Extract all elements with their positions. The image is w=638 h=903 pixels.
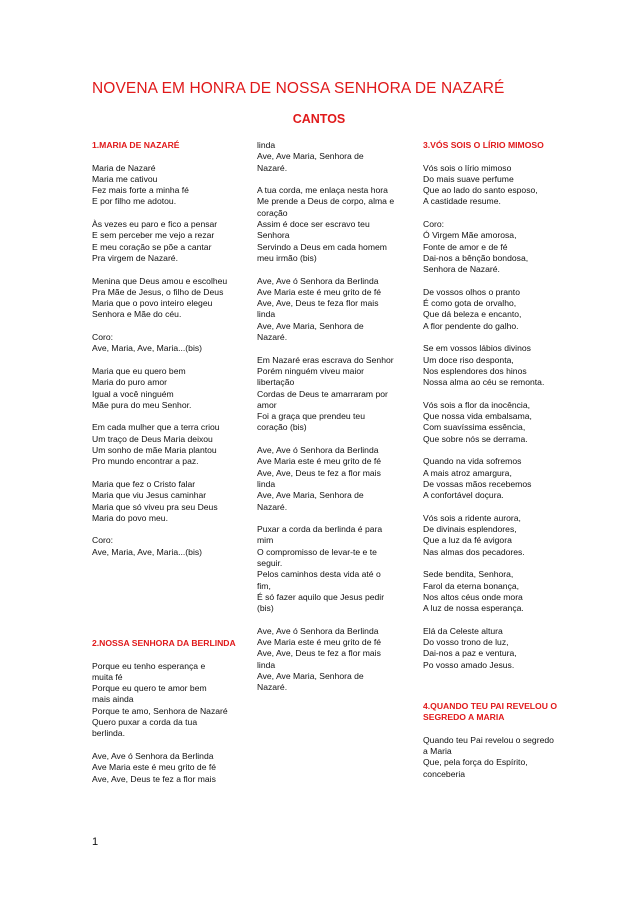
verse-line: Senhora de Nazaré. xyxy=(423,264,500,275)
verse-line: Ave, Ave ó Senhora da Berlinda xyxy=(92,750,214,761)
song-2-refrain xyxy=(92,751,252,785)
verse-line: Ave, Ave ó Senhora da Berlinda xyxy=(257,445,379,456)
song-2-stanza xyxy=(257,185,417,264)
column-2 xyxy=(257,140,417,694)
verse-line: Que dá beleza e encanto, xyxy=(423,309,522,320)
verse-line: De divinais esplendores, xyxy=(423,524,517,535)
verse-line: A flor pendente do galho. xyxy=(423,320,519,331)
verse-line: coração (bis) xyxy=(257,422,307,433)
song-1-stanza xyxy=(92,366,252,411)
verse-line: Quero puxar a corda da tua xyxy=(92,717,198,728)
verse-line: Do vosso trono de luz, xyxy=(423,637,509,648)
verse-line: linda xyxy=(257,140,276,150)
verse-line: linda xyxy=(257,659,276,670)
verse-line: a Maria xyxy=(423,746,452,757)
verse-line: amor xyxy=(257,399,277,410)
verse-line: fim, xyxy=(257,580,271,591)
song-2-stanza xyxy=(92,661,252,740)
song-3-stanza xyxy=(423,456,583,501)
verse-line: Coro: xyxy=(92,332,114,343)
verse-line: De vossas mãos recebemos xyxy=(423,478,532,489)
verse-line: linda xyxy=(257,309,276,320)
verse-line: Ave, Maria, Ave, Maria...(bis) xyxy=(92,343,203,354)
song-1-stanza xyxy=(92,276,252,321)
verse-line: A confortável doçura. xyxy=(423,490,504,501)
verse-line: berlinda. xyxy=(92,728,125,739)
verse-line: Pra virgem de Nazaré. xyxy=(92,252,178,263)
song-4-stanza xyxy=(423,735,583,780)
verse-line: Um doce riso desponta, xyxy=(423,354,514,365)
verse-line: Ave, Ave, Deus te fez a flor mais xyxy=(257,467,381,478)
verse-line: Porque eu tenho esperança e xyxy=(92,660,206,671)
song-3-stanza xyxy=(423,569,583,614)
verse-line: Dai-nos a paz e ventura, xyxy=(423,648,517,659)
verse-line: Nazaré. xyxy=(257,162,288,173)
verse-line: Vós sois a ridente aurora, xyxy=(423,512,521,523)
verse-line: Porque te amo, Senhora de Nazaré xyxy=(92,705,228,716)
verse-line: Assim é doce ser escravo teu xyxy=(257,219,370,230)
verse-line: Pelos caminhos desta vida até o xyxy=(257,569,381,580)
verse-line: Maria do puro amor xyxy=(92,377,167,388)
verse-line: Porém ninguém viveu maior xyxy=(257,365,364,376)
verse-line: Coro: xyxy=(423,219,445,230)
verse-line: Maria que fez o Cristo falar xyxy=(92,478,196,489)
verse-line: A castidade resume. xyxy=(423,196,501,207)
verse-line: Ave, Ave ó Senhora da Berlinda xyxy=(257,625,379,636)
song-3-chorus xyxy=(423,219,583,275)
verse-line: libertação xyxy=(257,377,295,388)
verse-line: seguir. xyxy=(257,557,283,568)
verse-line: Nazaré. xyxy=(257,332,288,343)
verse-line: Que nossa vida embalsama, xyxy=(423,411,532,422)
verse-line: É só fazer aquilo que Jesus pedir xyxy=(257,591,385,602)
verse-line: Mãe pura do meu Senhor. xyxy=(92,399,192,410)
verse-line: A tua corda, me enlaça nesta hora xyxy=(257,185,388,196)
verse-line: Pra Mãe de Jesus, o filho de Deus xyxy=(92,286,224,297)
verse-line: Igual a você ninguém xyxy=(92,388,174,399)
song-1-stanza xyxy=(92,219,252,264)
verse-line: Maria que só viveu pra seu Deus xyxy=(92,501,218,512)
verse-line: Em Nazaré eras escrava do Senhor xyxy=(257,354,394,365)
verse-line: Que a luz da fé avigora xyxy=(423,535,512,546)
verse-line: Farol da eterna bonança, xyxy=(423,580,520,591)
verse-line: Nos altos céus onde mora xyxy=(423,591,523,602)
verse-line: Pro mundo encontrar a paz. xyxy=(92,456,199,467)
song-2-stanza xyxy=(257,524,417,614)
verse-line: Nossa alma ao céu se remonta. xyxy=(423,377,545,388)
verse-line: Ave, Maria, Ave, Maria...(bis) xyxy=(92,546,203,557)
song-1-chorus xyxy=(92,332,252,355)
verse-line: Ave, Ave, Deus te fez a flor mais xyxy=(257,648,381,659)
verse-line: Elá da Celeste altura xyxy=(423,625,503,636)
verse-line: Nazaré. xyxy=(257,682,288,693)
page-number: 1 xyxy=(92,836,99,848)
song-3-stanza xyxy=(423,626,583,671)
verse-line: Me prende a Deus de corpo, alma e xyxy=(257,196,395,207)
verse-line: Senhora xyxy=(257,230,290,241)
verse-line: Servindo a Deus em cada homem xyxy=(257,241,387,252)
verse-line: Quando teu Pai revelou o segredo xyxy=(423,734,554,745)
song-3-stanza xyxy=(423,163,583,208)
verse-line: Ó Virgem Mãe amorosa, xyxy=(423,230,517,241)
verse-line: Po vosso amado Jesus. xyxy=(423,659,515,670)
verse-line: Se em vossos lábios divinos xyxy=(423,343,531,354)
verse-line: Vós sois a flor da inocência, xyxy=(423,399,531,410)
verse-line: É como gota de orvalho, xyxy=(423,298,517,309)
song-3-title: 3.VÓS SOIS O LÍRIO MIMOSO xyxy=(423,140,544,150)
song-3-stanza xyxy=(423,513,583,558)
verse-line: Ave, Ave Maria, Senhora de xyxy=(257,151,364,162)
song-1-stanza xyxy=(92,163,252,208)
song-4-title xyxy=(423,701,583,724)
verse-line: Maria de Nazaré xyxy=(92,162,156,173)
column-3 xyxy=(423,140,583,780)
verse-line: Sede bendita, Senhora, xyxy=(423,569,514,580)
verse-line: Que ao lado do santo esposo, xyxy=(423,185,538,196)
verse-line: Em cada mulher que a terra criou xyxy=(92,422,220,433)
verse-line: Um traço de Deus Maria deixou xyxy=(92,433,213,444)
song-2-stanza xyxy=(257,355,417,434)
verse-line: Às vezes eu paro e fico a pensar xyxy=(92,219,218,230)
song-2-refrain xyxy=(257,276,417,344)
song-2-refrain xyxy=(257,140,417,174)
verse-line: Ave, Ave Maria, Senhora de xyxy=(257,490,364,501)
column-1 xyxy=(92,140,252,785)
verse-line: Ave, Ave ó Senhora da Berlinda xyxy=(257,275,379,286)
verse-line: Puxar a corda da berlinda é para xyxy=(257,524,383,535)
song-3-stanza xyxy=(423,400,583,445)
verse-line: Vós sois o lírio mimoso xyxy=(423,162,512,173)
song-1-stanza xyxy=(92,422,252,467)
verse-line: Que, pela força do Espírito, xyxy=(423,757,528,768)
page-title: NOVENA EM HONRA DE NOSSA SENHORA DE NAZARÉ xyxy=(92,80,505,97)
verse-line: mim xyxy=(257,535,274,546)
song-1-stanza xyxy=(92,479,252,524)
verse-line: Dai-nos a bênção bondosa, xyxy=(423,252,529,263)
verse-line: Ave Maria este é meu grito de fé xyxy=(257,286,382,297)
verse-line: Foi a graça que prendeu teu xyxy=(257,411,365,422)
verse-line: A mais atroz amargura, xyxy=(423,467,512,478)
verse-line: Maria que eu quero bem xyxy=(92,365,186,376)
verse-line: Que sobre nós se derrama. xyxy=(423,433,528,444)
verse-line: linda xyxy=(257,478,276,489)
song-4-title-line: 4.QUANDO TEU PAI REVELOU O xyxy=(423,700,558,711)
song-3-stanza xyxy=(423,287,583,332)
verse-line: Maria do povo meu. xyxy=(92,512,168,523)
verse-line: mais ainda xyxy=(92,694,134,705)
verse-line: Ave Maria este é meu grito de fé xyxy=(92,762,217,773)
verse-line: Maria que o povo inteiro elegeu xyxy=(92,298,213,309)
song-4-title-line: SEGREDO A MARIA xyxy=(423,712,505,723)
verse-line: Nos esplendores dos hinos xyxy=(423,365,527,376)
verse-line: Ave, Ave, Deus te feza flor mais xyxy=(257,298,379,309)
verse-line: Com suavíssima essência, xyxy=(423,422,526,433)
verse-line: O compromisso de levar-te e te xyxy=(257,546,377,557)
song-1-chorus xyxy=(92,535,252,558)
verse-line: Ave, Ave, Deus te fez a flor mais xyxy=(92,773,216,784)
verse-line: A luz de nossa esperança. xyxy=(423,603,524,614)
verse-line: Cordas de Deus te amarraram por xyxy=(257,388,388,399)
verse-line: Menina que Deus amou e escolheu xyxy=(92,275,228,286)
song-3-stanza xyxy=(423,343,583,388)
verse-line: De vossos olhos o pranto xyxy=(423,286,520,297)
verse-line: Maria que viu Jesus caminhar xyxy=(92,490,207,501)
verse-line: Ave, Ave Maria, Senhora de xyxy=(257,320,364,331)
verse-line: Porque eu quero te amor bem xyxy=(92,683,207,694)
verse-line: Ave Maria este é meu grito de fé xyxy=(257,456,382,467)
verse-line: Nazaré. xyxy=(257,501,288,512)
section-title: CANTOS xyxy=(292,112,346,126)
verse-line: Ave, Ave Maria, Senhora de xyxy=(257,670,364,681)
verse-line: coração xyxy=(257,207,288,218)
verse-line: Nas almas dos pecadores. xyxy=(423,546,525,557)
song-2-refrain xyxy=(257,626,417,694)
song-1-title: 1.MARIA DE NAZARÉ xyxy=(92,140,180,150)
verse-line: muita fé xyxy=(92,671,123,682)
verse-line: Senhora e Mãe do céu. xyxy=(92,309,182,320)
song-2-title: 2.NOSSA SENHORA DA BERLINDA xyxy=(92,637,236,648)
verse-line: Do mais suave perfume xyxy=(423,173,514,184)
verse-line: meu irmão (bis) xyxy=(257,252,317,263)
verse-line: Fonte de amor e de fé xyxy=(423,241,508,252)
verse-line: Maria me cativou xyxy=(92,173,158,184)
verse-line: Quando na vida sofremos xyxy=(423,456,522,467)
song-2-refrain xyxy=(257,445,417,513)
verse-line: Fez mais forte a minha fé xyxy=(92,185,189,196)
verse-line: E meu coração se põe a cantar xyxy=(92,241,212,252)
verse-line: Coro: xyxy=(92,535,114,546)
verse-line: E por filho me adotou. xyxy=(92,196,177,207)
verse-line: Ave Maria este é meu grito de fé xyxy=(257,637,382,648)
verse-line: conceberia xyxy=(423,768,466,779)
verse-line: Um sonho de mãe Maria plantou xyxy=(92,445,217,456)
verse-line: (bis) xyxy=(257,603,274,614)
verse-line: E sem perceber me vejo a rezar xyxy=(92,230,215,241)
